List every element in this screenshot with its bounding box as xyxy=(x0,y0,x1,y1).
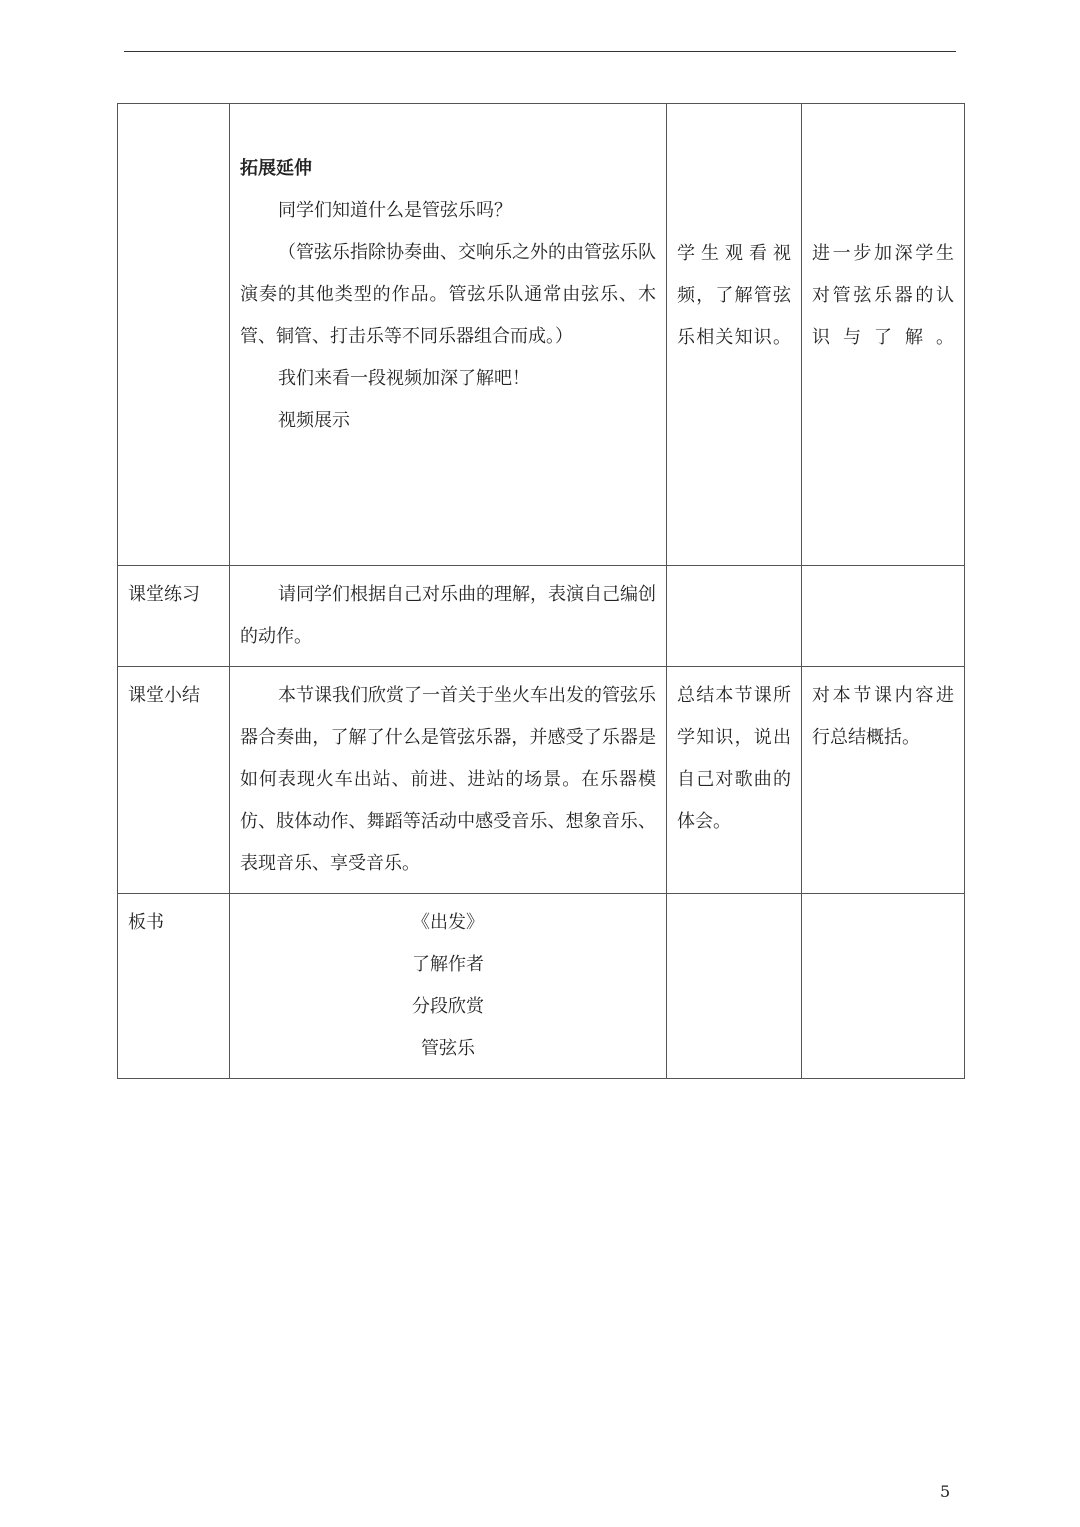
practice-content-cell: 请同学们根据自己对乐曲的理解，表演自己编创的动作。 xyxy=(230,566,667,667)
board-line: 管弦乐 xyxy=(421,1038,475,1059)
board-student-cell xyxy=(667,894,802,1079)
summary-purpose-cell: 对本节课内容进行总结概括。 xyxy=(802,667,965,894)
extension-purpose-cell: 进一步加深学生对管弦乐器的认识与了解。 xyxy=(802,104,965,566)
lesson-plan-table xyxy=(117,103,965,1079)
extension-title: 拓展延伸 xyxy=(240,158,312,179)
extension-video-intro: 我们来看一段视频加深了解吧！ xyxy=(278,368,530,389)
table-row-extension xyxy=(118,104,965,566)
board-line: 了解作者 xyxy=(412,954,484,975)
board-line-title: 《出发》 xyxy=(412,912,484,933)
extension-question: 同学们知道什么是管弦乐吗？ xyxy=(278,200,512,221)
board-purpose-cell xyxy=(802,894,965,1079)
board-content-cell xyxy=(230,894,667,1079)
practice-purpose-cell xyxy=(802,566,965,667)
page-number: 5 xyxy=(940,1482,951,1501)
board-line: 分段欣赏 xyxy=(412,996,484,1017)
extension-video-show: 视频展示 xyxy=(278,410,350,431)
extension-definition: （管弦乐指除协奏曲、交响乐之外的由管弦乐队演奏的其他类型的作品。管弦乐队通常由弦乐、木管、铜管、打击乐等不同乐器组合而成。） xyxy=(240,242,656,347)
practice-student-cell xyxy=(667,566,802,667)
table-row-practice xyxy=(118,566,965,667)
summary-label-cell: 课堂小结 xyxy=(118,667,230,894)
extension-student-cell: 学生观看视频，了解管弦乐相关知识。 xyxy=(667,104,802,566)
table-row-board xyxy=(118,894,965,1079)
summary-content-cell: 本节课我们欣赏了一首关于坐火车出发的管弦乐器合奏曲，了解了什么是管弦乐器，并感受了乐器是如何表现火车出站、前进、进站的场景。在乐器模仿、肢体动作、舞蹈等活动中感受音乐、想象音乐、表现音乐、享受音乐。 xyxy=(230,667,667,894)
practice-label-cell: 课堂练习 xyxy=(118,566,230,667)
table-row-summary xyxy=(118,667,965,894)
board-label-cell: 板书 xyxy=(118,894,230,1079)
summary-student-cell: 总结本节课所学知识，说出自己对歌曲的体会。 xyxy=(667,667,802,894)
header-rule xyxy=(124,51,956,52)
extension-label-cell xyxy=(118,104,230,566)
extension-content-cell xyxy=(230,104,667,566)
